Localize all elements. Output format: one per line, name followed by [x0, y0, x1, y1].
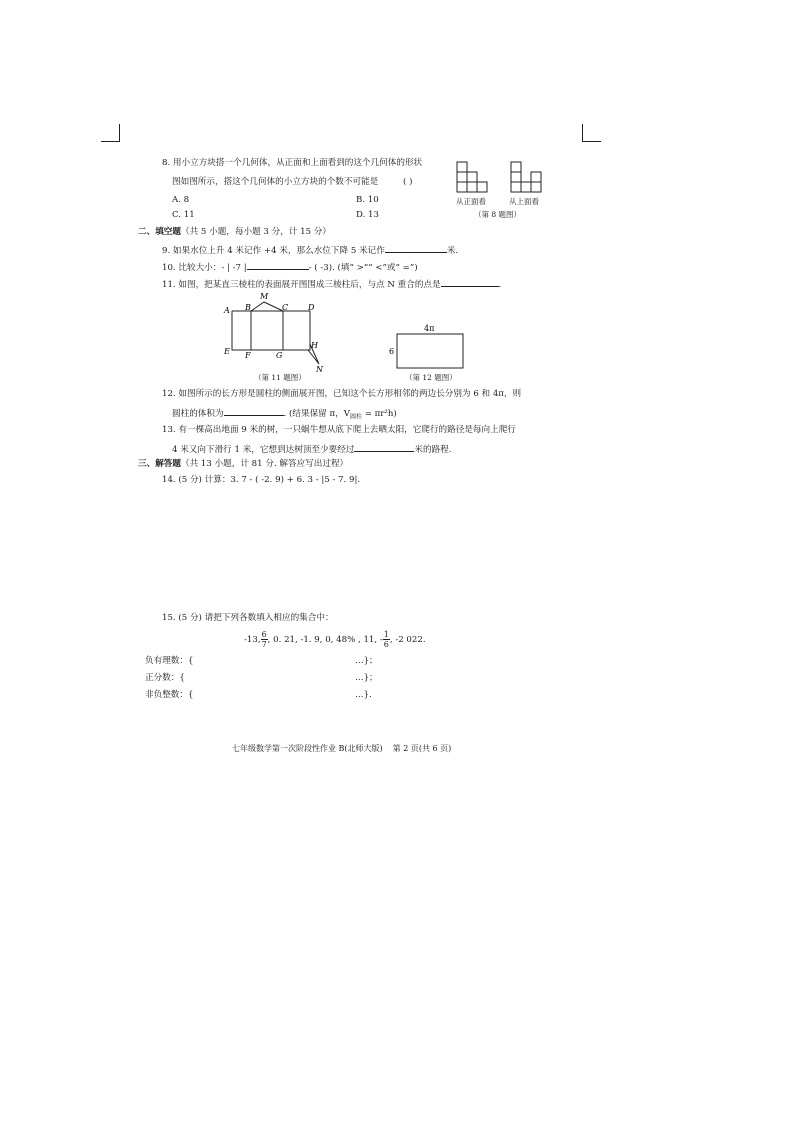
- q8-figure-caption: （第 8 题图）: [474, 210, 522, 219]
- q15-set-negative-rational[interactable]: [145, 655, 193, 667]
- q8-front-view-label: 从正面看: [456, 197, 486, 206]
- fig11-label-n: N: [316, 365, 323, 372]
- q15-nums-a: -13,: [244, 635, 261, 645]
- section3-desc: （共 13 小题，计 81 分. 解答应写出过程）: [180, 459, 349, 469]
- q8-line2-text: 图如图所示，搭这个几何体的小立方块的个数不可能是: [172, 177, 379, 187]
- fig11-caption: （第 11 题图）: [254, 373, 306, 382]
- q15-set-label: 正分数：{: [145, 673, 185, 683]
- q15-numbers: [244, 630, 426, 650]
- q9-text: 9. 如果水位上升 4 米记作 +4 米，那么水位下降 5 米记作: [162, 246, 385, 256]
- q13-line2-b: 米的路程.: [414, 445, 452, 455]
- q15-frac2-den: 6: [383, 640, 389, 649]
- q8-option-b: B. 10: [356, 195, 379, 205]
- q15-set-label: 非负整数：{: [145, 690, 194, 700]
- fig11-label-m: M: [260, 292, 269, 301]
- footer-page-number: 第 2 页(共 6 页): [392, 744, 452, 753]
- q12-answer-blank[interactable]: [224, 406, 284, 416]
- section2-heading: [138, 226, 331, 238]
- fig11-label-b: B: [245, 303, 251, 312]
- q8-option-a: A. 8: [172, 195, 190, 205]
- q12-line2-b: . (结果保留 π，V: [283, 409, 350, 419]
- q8-line2: [172, 176, 412, 188]
- page-footer: [232, 743, 451, 755]
- crop-mark-left-vertical: [119, 124, 120, 142]
- q9-line: [162, 243, 458, 257]
- fig12-left-label: 6: [389, 347, 395, 356]
- q15-fraction-one-sixth: [383, 630, 390, 649]
- q15-set-positive-fraction-tail: …}；: [355, 673, 378, 683]
- q10-answer-blank[interactable]: [247, 260, 309, 270]
- q13-line2: [172, 442, 452, 456]
- q9-answer-blank[interactable]: [385, 243, 447, 253]
- q9-tail: 米.: [446, 246, 459, 256]
- fig11-label-f: F: [245, 351, 251, 360]
- crop-mark-right-vertical: [582, 124, 583, 142]
- q12-subscript: 圆柱: [349, 413, 362, 421]
- section3-heading: [138, 458, 348, 470]
- q15-set-positive-fraction[interactable]: [145, 672, 185, 684]
- q11-answer-blank[interactable]: [441, 277, 499, 287]
- section2-title: 二、填空题: [138, 227, 181, 237]
- q15-set-nonnegative-integer-tail: …}.: [355, 690, 372, 700]
- section3-title: 三、解答题: [138, 459, 181, 469]
- footer-title: 七年级数学第一次阶段性作业 B(北师大版): [232, 744, 383, 753]
- q10-line: [162, 260, 418, 274]
- fig11-label-a: A: [224, 306, 230, 315]
- q15-frac1-num: 6: [261, 630, 267, 639]
- q15-nums-c: , -2 022.: [389, 635, 426, 645]
- q10-middle: - ( -3). (填“ >”“ <”或“ =”): [308, 263, 418, 273]
- q11-text: 11. 如图，把某直三棱柱的表面展开图围成三棱柱后，与点 N 重合的点是: [162, 280, 441, 290]
- fig11-label-c: C: [282, 303, 289, 312]
- section2-desc: （共 5 小题，每小题 3 分，计 15 分）: [180, 227, 331, 237]
- q15-fraction-six-sevenths: [261, 630, 268, 649]
- crop-mark-right-horizontal: [582, 141, 601, 142]
- q11-tail: .: [498, 280, 502, 290]
- q15-nums-b: , 0. 21, -1. 9, 0, 48% , 11, -: [267, 635, 383, 645]
- fig11-label-d: D: [308, 303, 315, 312]
- fig12-caption: （第 12 题图）: [405, 373, 457, 382]
- q13-line2-a: 4 米又向下滑行 1 米，它想到达树顶至少要经过: [172, 445, 355, 455]
- q8-figure-views: [450, 156, 560, 198]
- q15-set-label: 负有理数：{: [145, 656, 194, 666]
- q8-line1: 8. 用小立方块搭一个几何体，从正面和上面看到的这个几何体的形状: [162, 158, 423, 168]
- fig11-prism-net: [218, 288, 348, 372]
- q12-line1: 12. 如图所示的长方形是圆柱的侧面展开图，已知这个长方形相邻的两边长分别为 6 和 4π，则: [162, 389, 522, 399]
- q8-top-view-label: 从上面看: [509, 197, 539, 206]
- crop-mark-left-horizontal: [101, 141, 120, 142]
- fig12-rectangle: [385, 322, 469, 372]
- fig11-label-h: H: [311, 341, 318, 350]
- q12-line2: [172, 406, 397, 424]
- q10-prefix: 10. 比较大小：- | -7 |: [162, 263, 247, 273]
- fig11-label-e: E: [224, 347, 230, 356]
- q8-option-c: C. 11: [172, 210, 195, 220]
- q14-line: 14. (5 分) 计算：3. 7 - ( -2. 9) + 6. 3 - |5 - 7. 9|.: [162, 475, 361, 485]
- q12-line2-a: 圆柱的体积为: [172, 409, 224, 419]
- q15-line: 15. (5 分) 请把下列各数填入相应的集合中：: [162, 613, 334, 623]
- q13-answer-blank[interactable]: [354, 442, 414, 452]
- fig12-top-label: 4π: [424, 324, 435, 333]
- q8-answer-paren[interactable]: ( ): [403, 177, 413, 187]
- q15-set-negative-rational-tail: …}；: [355, 656, 378, 666]
- q8-option-d: D. 13: [356, 210, 379, 220]
- fig11-label-g: G: [276, 351, 283, 360]
- q13-line1: 13. 有一棵高出地面 9 米的树，一只蜗牛想从底下爬上去晒太阳，它爬行的路径是每向上爬行: [162, 425, 516, 435]
- q15-frac2-num: 1: [383, 630, 389, 639]
- q15-frac1-den: 7: [261, 640, 267, 649]
- q15-set-nonnegative-integer[interactable]: [145, 689, 193, 701]
- q12-line2-c: = πr²h): [361, 409, 397, 419]
